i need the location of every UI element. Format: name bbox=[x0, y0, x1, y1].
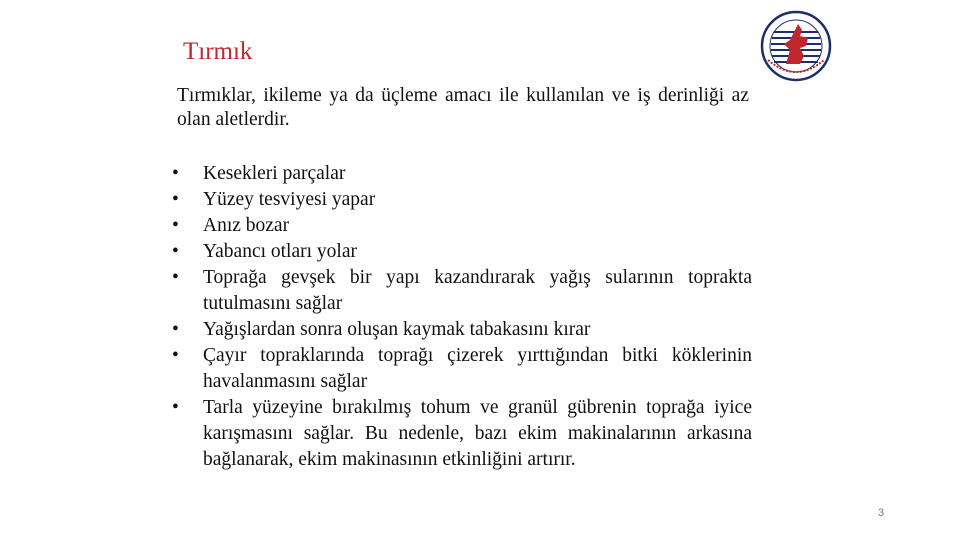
list-item bbox=[172, 395, 752, 473]
list-item bbox=[172, 317, 752, 343]
list-item-text: Kesekleri parçalar bbox=[203, 163, 346, 184]
list-item bbox=[172, 161, 752, 187]
list-item bbox=[172, 265, 752, 317]
list-item-text: Çayır topraklarında toprağı çizerek yırttığından bitki köklerinin havalanmasını sağlar bbox=[203, 345, 752, 392]
list-item bbox=[172, 239, 752, 265]
bullet-marker: • bbox=[172, 241, 179, 262]
list-item-text: Yağışlardan sonra oluşan kaymak tabakasını kırar bbox=[203, 319, 591, 340]
list-item-text: Toprağa gevşek bir yapı kazandırarak yağış sularının toprakta tutulmasını sağlar bbox=[203, 267, 752, 314]
list-item bbox=[172, 213, 752, 239]
university-emblem-icon bbox=[760, 10, 832, 82]
page-number: 3 bbox=[878, 507, 885, 519]
list-item-text: Tarla yüzeyine bırakılmış tohum ve granül gübrenin toprağa iyice karışmasını sağlar. Bu nedenle, bazı ekim makinalarının arkasına bağlanarak, ekim makinasının etkinliğini artırır. bbox=[203, 397, 752, 470]
bullet-marker: • bbox=[172, 189, 179, 210]
list-item-text: Yüzey tesviyesi yapar bbox=[203, 189, 376, 210]
bullet-marker: • bbox=[172, 345, 179, 366]
bullet-marker: • bbox=[172, 215, 179, 236]
bullet-marker: • bbox=[172, 267, 179, 288]
bullet-marker: • bbox=[172, 163, 179, 184]
bullet-list bbox=[172, 161, 752, 473]
list-item-text: Anız bozar bbox=[203, 215, 290, 236]
list-item bbox=[172, 343, 752, 395]
list-item-text: Yabancı otları yolar bbox=[203, 241, 357, 262]
slide-title: Tırmık bbox=[183, 38, 253, 65]
intro-paragraph: Tırmıklar, ikileme ya da üçleme amacı ile kullanılan ve iş derinliği az olan aletlerdir. bbox=[177, 85, 749, 130]
list-item bbox=[172, 187, 752, 213]
bullet-marker: • bbox=[172, 397, 179, 418]
bullet-marker: • bbox=[172, 319, 179, 340]
